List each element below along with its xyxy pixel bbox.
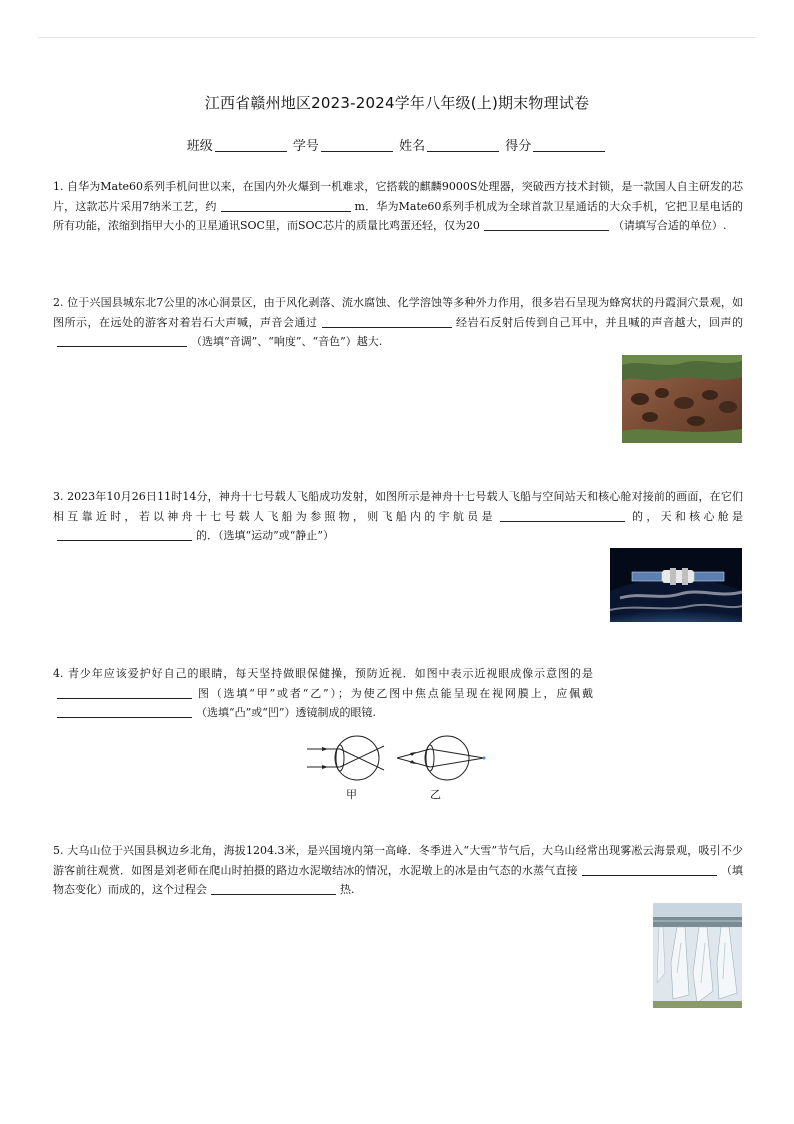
- q2-text-3: （选填“音调”、“响度”、“音色”）越大.: [191, 335, 383, 348]
- score-label: 得分: [505, 139, 532, 154]
- q4-blank-2[interactable]: [57, 706, 192, 718]
- q1-text-2: m．华为Mate60系列手机成为全球首款卫星通话的大众手机，它把卫星电话的所有功能，浓缩到指甲大小的卫星通讯SOC里，而SOC芯片的质量比鸡蛋还轻，仅为20: [53, 199, 743, 232]
- q5-text-2: （填物态变化）而成的，这个过程会: [53, 863, 743, 896]
- q1-blank-1[interactable]: [221, 200, 351, 212]
- class-label: 班级: [186, 139, 213, 154]
- page-title: 江西省赣州地区2023-2024学年八年级(上)期末物理试卷: [204, 94, 590, 112]
- number-blank[interactable]: [321, 151, 393, 152]
- q2-text-2: 经岩石反射后传到自己耳中，并且喊的声音越大，回声的: [455, 315, 743, 329]
- danxia-cave-photo: [622, 355, 742, 443]
- question-3: [53, 487, 743, 546]
- top-divider: [38, 37, 756, 38]
- score-blank[interactable]: [533, 151, 605, 152]
- question-5: [53, 841, 743, 900]
- q3-blank-1[interactable]: [500, 510, 625, 522]
- q4-text-1: 4. 青少年应该爱护好自己的眼睛，每天坚持做眼保健操，预防近视．如图中表示近视眼成像示意图的是: [53, 667, 593, 680]
- question-2: [53, 293, 743, 352]
- spacecraft-docking-photo: [610, 548, 742, 622]
- class-blank[interactable]: [215, 151, 287, 152]
- q3-text-3: 的．（选填“运动”或“静止”）: [196, 529, 334, 542]
- q1-blank-2[interactable]: [484, 219, 609, 231]
- q3-blank-2[interactable]: [57, 529, 192, 541]
- label-yi: 乙: [430, 788, 441, 801]
- q5-text-1: 5. 大乌山位于兴国县枫边乡北角，海拔1204.3米，是兴国境内第一高峰．冬季进入“大雪”节气后，大乌山经常出现雾凇云海景观，吸引不少游客前往观赏．如图是刘老师在爬山时拍摄的路边水泥墩结冰的情况，水泥墩上的冰是由气态的水蒸气直接: [53, 844, 743, 877]
- eye-diagram: [302, 732, 492, 802]
- q2-blank-1[interactable]: [322, 316, 452, 328]
- frozen-piers-photo: [653, 903, 742, 1008]
- q4-blank-1[interactable]: [57, 687, 192, 699]
- q1-text-1: 1. 自华为Mate60系列手机问世以来，在国内外火爆到一机难求，它搭载的麒麟9000S处理器，突破西方技术封锁，是一款国人自主研发的芯片，这款芯片采用7纳米工艺，约: [53, 180, 743, 213]
- q4-text-2: 图（选填“甲”或者“乙”）；为使乙图中焦点能呈现在视网膜上，应佩戴: [196, 686, 593, 700]
- label-jia: 甲: [346, 788, 357, 801]
- q5-blank-2[interactable]: [211, 883, 336, 895]
- question-1: [53, 177, 743, 236]
- q1-text-3: （请填写合适的单位）.: [612, 219, 727, 232]
- q5-text-3: 热.: [340, 883, 355, 896]
- q2-blank-2[interactable]: [57, 335, 187, 347]
- q2-text-1: 2. 位于兴国县城东北7公里的冰心洞景区，由于风化剥落、流水腐蚀、化学溶蚀等多种外力作用，很多岩石呈现为蜂窝状的丹霞洞穴景观，如图所示，在远处的游客对着岩石大声喊，声音会通过: [53, 296, 743, 329]
- q3-text-1: 3. 2023年10月26日11时14分，神舟十七号载人飞船成功发射，如图所示是神舟十七号载人飞船与空间站天和核心舱对接前的画面，在它们相互靠近时，若以神舟十七号载人飞船为参照物，则飞船内的宇航员是: [53, 490, 743, 523]
- name-blank[interactable]: [427, 151, 499, 152]
- q3-text-2: 的，天和核心舱是: [628, 509, 744, 523]
- name-label: 姓名: [399, 139, 426, 154]
- student-info-row: [0, 135, 794, 154]
- q5-blank-1[interactable]: [582, 864, 717, 876]
- number-label: 学号: [292, 139, 319, 154]
- q4-text-3: （选填“凸”或“凹”）透镜制成的眼镜.: [196, 706, 376, 719]
- question-4: [53, 664, 593, 723]
